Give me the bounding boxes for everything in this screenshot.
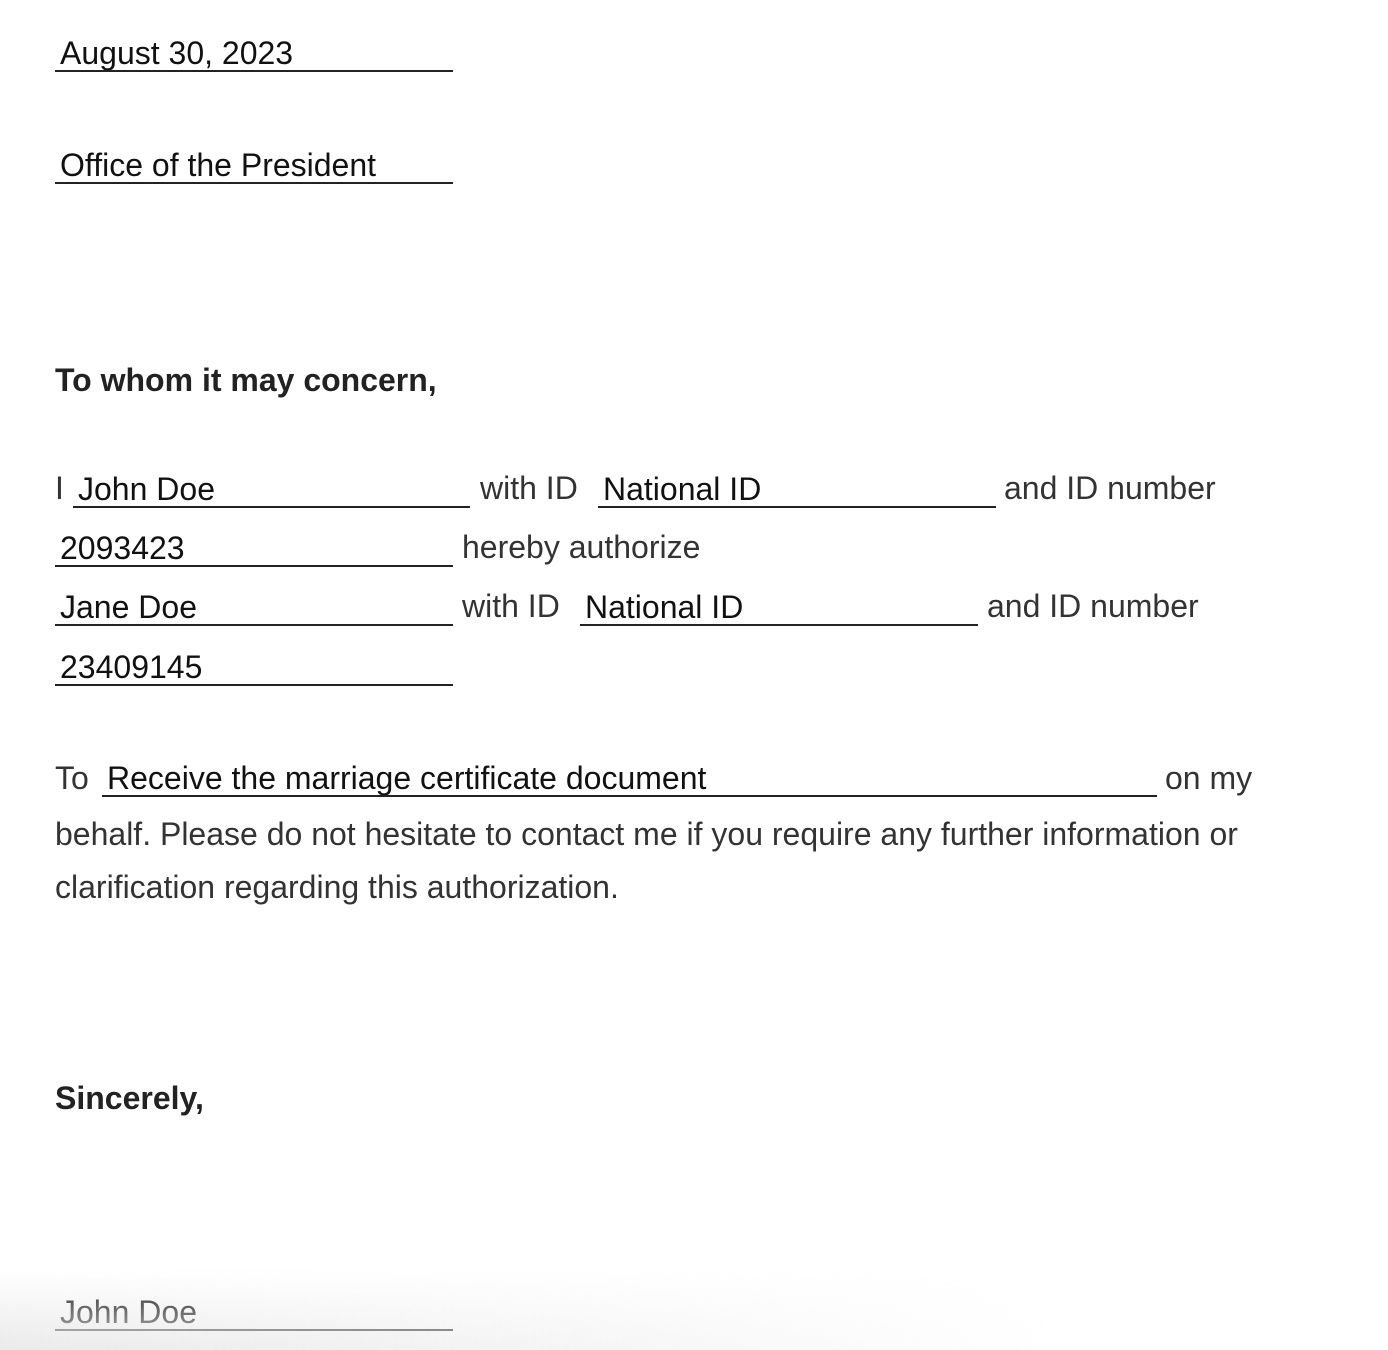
authorized-id-number-field[interactable] [55,650,453,686]
with-id-label-2: with ID [462,588,560,624]
authorizer-id-number-field[interactable] [55,531,453,567]
and-id-number-label-2: and ID number [987,588,1199,624]
recipient-office-field[interactable] [55,148,453,184]
sign-off: Sincerely, [55,1080,204,1116]
greeting: To whom it may concern, [55,362,437,398]
authorized-name-field[interactable] [55,590,453,626]
hereby-authorize-label: hereby authorize [462,529,701,565]
authorizer-name-field[interactable] [73,472,470,508]
and-id-number-label-1: and ID number [1004,470,1216,506]
authorizer-id-type-field[interactable] [598,472,996,508]
authorized-id-type-field[interactable] [580,590,978,626]
date-field[interactable] [55,36,453,72]
signature-name-field[interactable] [55,1295,453,1331]
to-label: To [55,760,89,796]
purpose-field[interactable] [102,761,1157,797]
on-my-label: on my [1165,760,1253,796]
pronoun-i: I [55,470,64,506]
with-id-label-1: with ID [480,470,578,506]
closing-paragraph: behalf. Please do not hesitate to contact me if you require any further information or clarification regarding this authorization. [55,816,1238,905]
